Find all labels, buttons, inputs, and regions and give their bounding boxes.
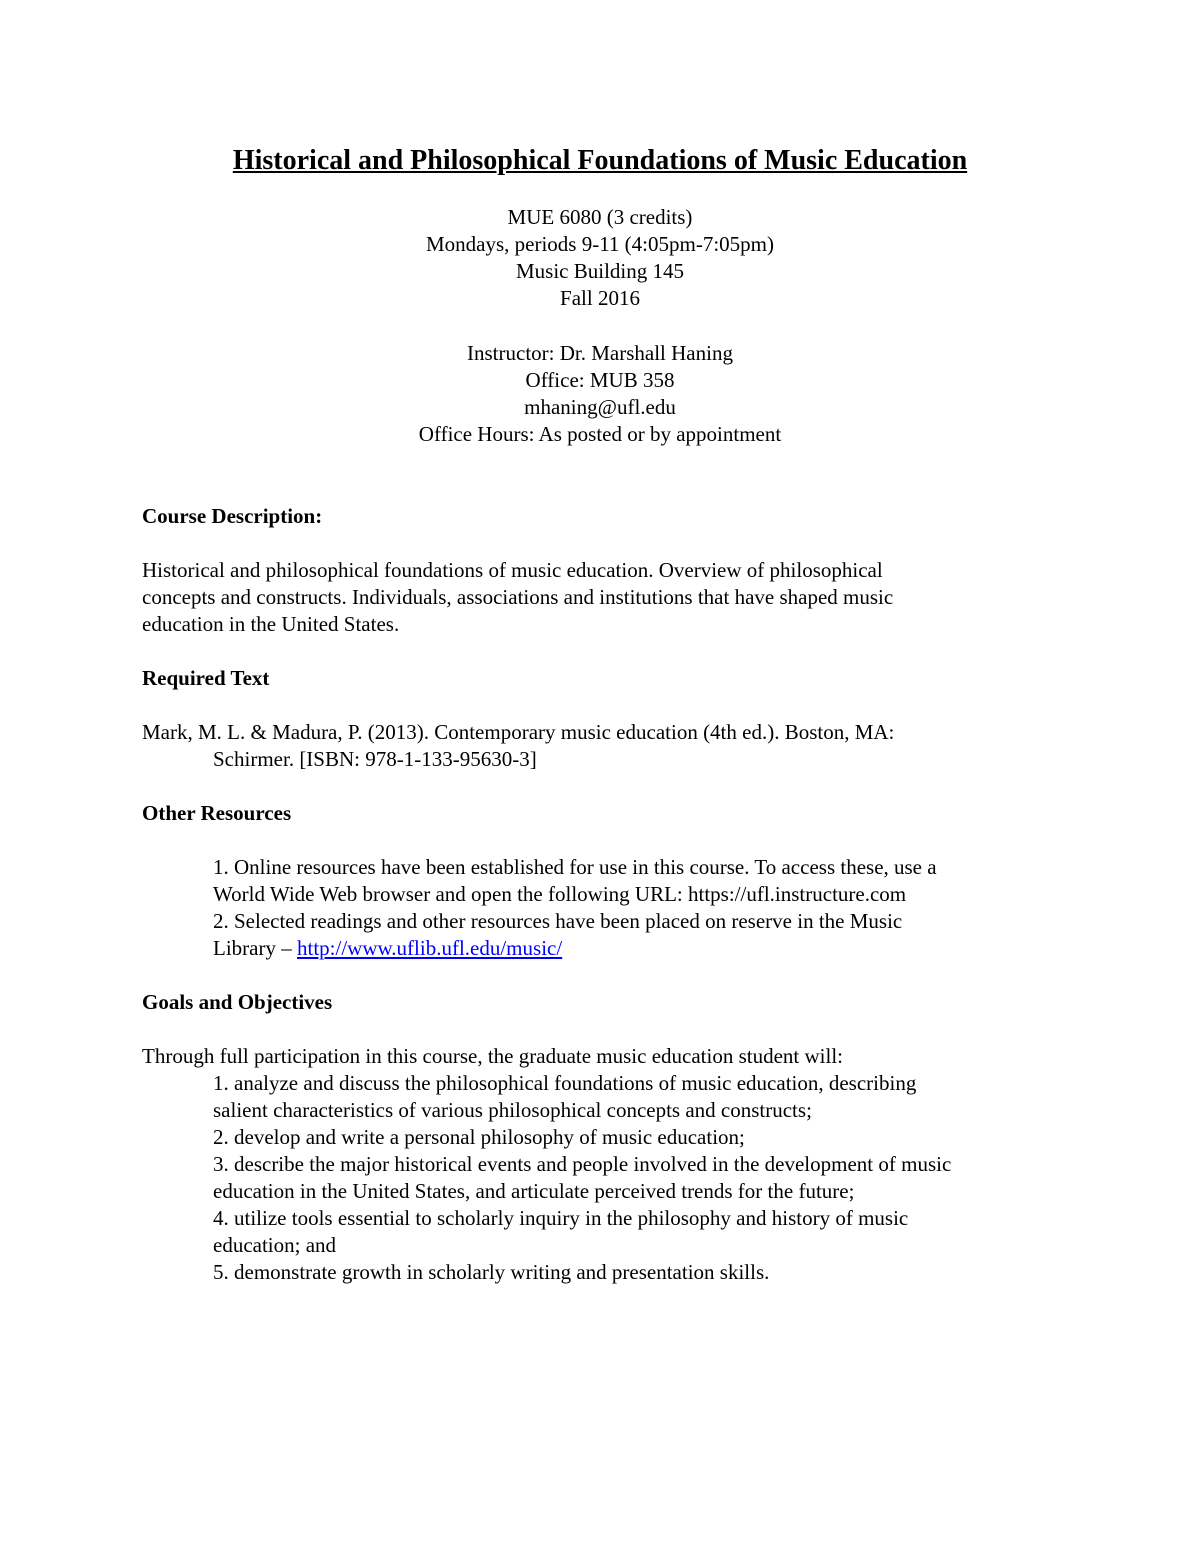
course-description-line: Historical and philosophical foundations of music education. Overview of philosophical [142,558,883,582]
meeting-time-line: Mondays, periods 9-11 (4:05pm-7:05pm) [425,232,775,256]
goal-line: 2. develop and write a personal philosophy of music education; [213,1125,745,1149]
course-code-line: MUE 6080 (3 credits) [507,205,693,229]
library-label: Library – [213,936,297,960]
other-resources-list [142,854,1052,962]
location-line: Music Building 145 [515,259,684,283]
required-text-citation [142,719,1052,773]
course-description-line: education in the United States. [142,612,400,636]
goals-list [142,1043,1052,1286]
goal-line: 4. utilize tools essential to scholarly inquiry in the philosophy and history of music [213,1206,909,1230]
goal-line: 1. analyze and discuss the philosophical foundations of music education, describing [213,1071,917,1095]
goal-line: 3. describe the major historical events and people involved in the development of music [213,1152,952,1176]
goal-line: salient characteristics of various philosophical concepts and constructs; [213,1098,812,1122]
resource-line: World Wide Web browser and open the following URL: https://ufl.instructure.com [213,882,907,906]
page-title: Historical and Philosophical Foundations of Music Education [232,145,968,176]
course-description-line: concepts and constructs. Individuals, associations and institutions that have shaped music [142,585,894,609]
goals-intro: Through full participation in this course, the graduate music education student will: [142,1044,843,1068]
citation-line: Mark, M. L. & Madura, P. (2013). Contemporary music education (4th ed.). Boston, MA: [142,720,895,744]
email-line: mhaning@ufl.edu [524,395,676,419]
goal-line: 5. demonstrate growth in scholarly writing and presentation skills. [213,1260,770,1284]
resource-line [142,935,1052,962]
other-resources-heading: Other Resources [142,801,292,825]
instructor-line: Instructor: Dr. Marshall Haning [467,341,733,365]
goal-line: education; and [213,1233,337,1257]
course-description-text [142,557,1052,638]
term-line: Fall 2016 [560,286,640,310]
library-link[interactable]: http://www.uflib.ufl.edu/music/ [296,936,563,960]
resource-line: 1. Online resources have been established for use in this course. To access these, use a [213,855,937,879]
course-description-heading: Course Description: [142,504,323,528]
goals-heading: Goals and Objectives [142,990,333,1014]
citation-line: Schirmer. [ISBN: 978-1-133-95630-3] [213,747,537,771]
resource-line: 2. Selected readings and other resources have been placed on reserve in the Music [213,909,903,933]
goal-line: education in the United States, and articulate perceived trends for the future; [213,1179,855,1203]
course-info-block [0,204,1200,312]
office-line: Office: MUB 358 [525,368,675,392]
instructor-info-block [0,340,1200,448]
required-text-heading: Required Text [142,666,270,690]
office-hours-line: Office Hours: As posted or by appointment [418,422,782,446]
